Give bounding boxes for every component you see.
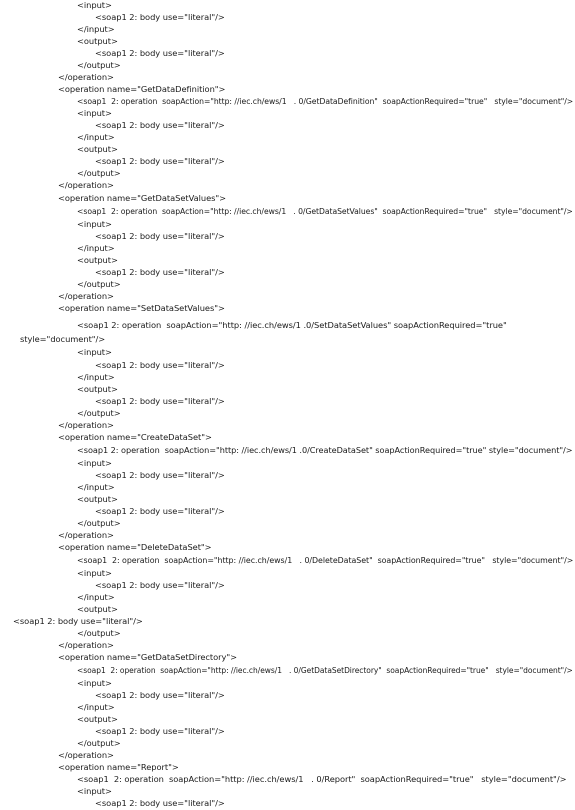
code-line: <soap1 2: body use="literal"/>: [95, 156, 225, 166]
code-line: </operation>: [58, 530, 114, 540]
code-line: <soap1 2: body use="literal"/>: [95, 690, 225, 700]
code-line: <output>: [77, 255, 118, 265]
code-line: </operation>: [58, 750, 114, 760]
code-line: <soap1 2: body use="literal"/>: [95, 120, 225, 130]
code-line: <output>: [77, 144, 118, 154]
code-line: </input>: [77, 592, 115, 602]
code-line: </output>: [77, 738, 121, 748]
code-line: </input>: [77, 482, 115, 492]
code-line: <soap1 2: body use="literal"/>: [95, 396, 225, 406]
code-line: <output>: [77, 494, 118, 504]
code-line: <soap1 2: operation soapAction="http: //iec.ch/ews/1 . 0/DeleteDataSet" soapActionRequired="true" style="document"/>: [77, 555, 574, 565]
code-line: <output>: [77, 604, 118, 614]
code-line: <output>: [77, 714, 118, 724]
code-line: <output>: [77, 36, 118, 46]
code-line: </input>: [77, 132, 115, 142]
code-line: <soap1 2: body use="literal"/>: [13, 616, 143, 626]
code-line: style="document"/>: [20, 334, 106, 344]
code-line: <input>: [77, 0, 112, 10]
code-line: <operation name="DeleteDataSet">: [58, 542, 212, 552]
code-line: <input>: [77, 678, 112, 688]
code-line: <input>: [77, 108, 112, 118]
code-line: </output>: [77, 628, 121, 638]
code-line: <soap1 2: body use="literal"/>: [95, 267, 225, 277]
code-line: <soap1 2: body use="literal"/>: [95, 798, 225, 808]
code-line: </operation>: [58, 420, 114, 430]
code-line: </input>: [77, 702, 115, 712]
code-line: </output>: [77, 408, 121, 418]
code-line: <soap1 2: body use="literal"/>: [95, 580, 225, 590]
code-line: <operation name="SetDataSetValues">: [58, 303, 225, 313]
code-line: <soap1 2: body use="literal"/>: [95, 48, 225, 58]
code-line: <soap1 2: operation soapAction="http: //iec.ch/ews/1 .0/SetDataSetValues" soapActionRequired="true": [77, 320, 507, 330]
code-line: <soap1 2: body use="literal"/>: [95, 726, 225, 736]
code-line: <operation name="GetDataSetDirectory">: [58, 652, 238, 662]
code-line: </input>: [77, 243, 115, 253]
code-line: </input>: [77, 372, 115, 382]
code-line: <soap1 2: operation soapAction="http: //iec.ch/ews/1 . 0/GetDataSetValues" soapActionRequired="true" style="document"/>: [77, 206, 573, 216]
code-line: <soap1 2: operation soapAction="http: //iec.ch/ews/1 . 0/Report" soapActionRequired="true" style="document"/>: [77, 774, 567, 784]
code-line: <input>: [77, 219, 112, 229]
code-line: <input>: [77, 568, 112, 578]
code-line: </operation>: [58, 180, 114, 190]
code-line: <soap1 2: body use="literal"/>: [95, 506, 225, 516]
code-line: </operation>: [58, 291, 114, 301]
code-line: </output>: [77, 279, 121, 289]
code-line: <operation name="GetDataSetValues">: [58, 193, 227, 203]
code-line: </operation>: [58, 72, 114, 82]
code-line: <soap1 2: operation soapAction="http: //iec.ch/ews/1 . 0/GetDataSetDirectory" soapActionRequired="true" style="document"/>: [77, 665, 573, 675]
code-line: </output>: [77, 168, 121, 178]
code-line: <soap1 2: operation soapAction="http: //iec.ch/ews/1 .0/CreateDataSet" soapActionRequired="true" style="document"/>: [77, 445, 573, 455]
code-line: </output>: [77, 518, 121, 528]
code-line: <input>: [77, 786, 112, 796]
code-line: <output>: [77, 384, 118, 394]
code-line: <soap1 2: body use="literal"/>: [95, 12, 225, 22]
code-line: </operation>: [58, 640, 114, 650]
code-line: <input>: [77, 347, 112, 357]
code-line: <input>: [77, 458, 112, 468]
code-line: <operation name="Report">: [58, 762, 179, 772]
code-line: <operation name="CreateDataSet">: [58, 432, 212, 442]
code-line: <soap1 2: body use="literal"/>: [95, 231, 225, 241]
code-line: <soap1 2: operation soapAction="http: //iec.ch/ews/1 . 0/GetDataDefinition" soapActionRequired="true" style="document"/>: [77, 96, 574, 106]
code-line: <soap1 2: body use="literal"/>: [95, 360, 225, 370]
code-line: </input>: [77, 24, 115, 34]
code-line: <operation name="GetDataDefinition">: [58, 84, 226, 94]
code-line: <soap1 2: body use="literal"/>: [95, 470, 225, 480]
code-line: </output>: [77, 60, 121, 70]
